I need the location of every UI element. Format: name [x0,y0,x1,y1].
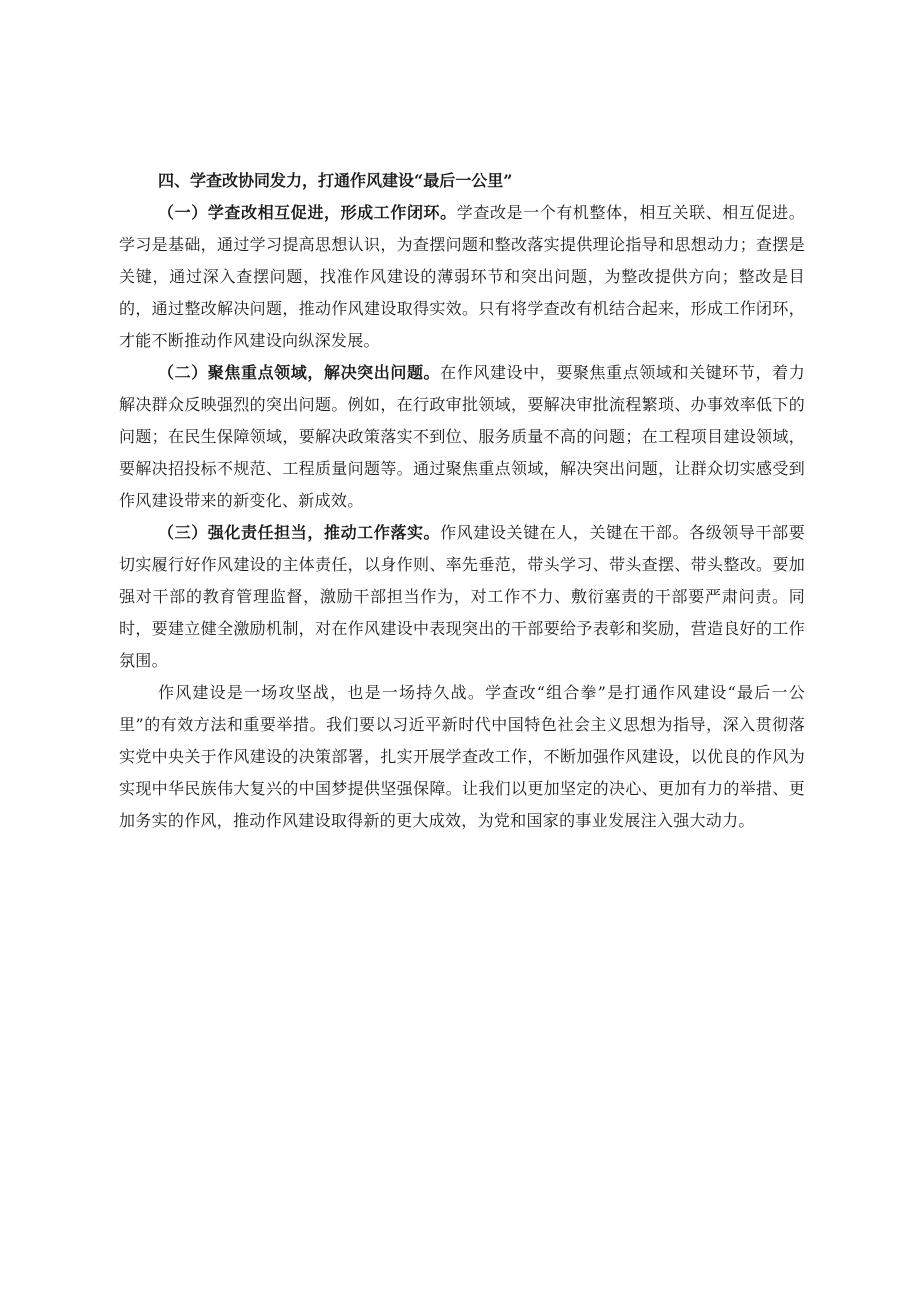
paragraph-3-text: 作风建设关键在人，关键在干部。各级领导干部要切实履行好作风建设的主体责任，以身作则、率先垂范，带头学习、带头查摆、带头整改。要加强对干部的教育管理监督，激励干部担当作为，对工作不力、敷衍塞责的干部要严肃问责。同时，要建立健全激励机制，对在作风建设中表现突出的干部要给予表彰和奖励，营造良好的工作氛围。 [119,523,805,670]
document-body [119,165,805,837]
paragraph-3 [119,517,805,677]
paragraph-1-lead: （一）学查改相互促进，形成工作闭环。 [158,203,457,222]
section-heading: 四、学查改协同发力，打通作风建设“最后一公里” [158,171,513,190]
paragraph-2-text: 在作风建设中，要聚焦重点领域和关键环节，着力解决群众反映强烈的突出问题。例如，在行政审批领域，要解决审批流程繁琐、办事效率低下的问题；在民生保障领域，要解决政策落实不到位、服务质量不高的问题；在工程项目建设领域，要解决招投标不规范、工程质量问题等。通过聚焦重点领域，解决突出问题，让群众切实感受到作风建设带来的新变化、新成效。 [119,363,805,510]
paragraph-2 [119,357,805,517]
paragraph-1-text: 学查改是一个有机整体，相互关联、相互促进。学习是基础，通过学习提高思想认识，为查摆问题和整改落实提供理论指导和思想动力；查摆是关键，通过深入查摆问题，找准作风建设的薄弱环节和突出问题，为整改提供方向；整改是目的，通过整改解决问题，推动作风建设取得实效。只有将学查改有机结合起来，形成工作闭环，才能不断推动作风建设向纵深发展。 [119,203,805,350]
paragraph-3-lead: （三）强化责任担当，推动工作落实。 [158,523,441,542]
paragraph-2-lead: （二）聚焦重点领域，解决突出问题。 [158,363,441,382]
paragraph-4 [119,677,805,837]
paragraph-4-text: 作风建设是一场攻坚战，也是一场持久战。学查改“组合拳”是打通作风建设“最后一公里”的有效方法和重要举措。我们要以习近平新时代中国特色社会主义思想为指导，深入贯彻落实党中央关于作风建设的决策部署，扎实开展学查改工作，不断加强作风建设，以优良的作风为实现中华民族伟大复兴的中国梦提供坚强保障。让我们以更加坚定的决心、更加有力的举措、更加务实的作风，推动作风建设取得新的更大成效，为党和国家的事业发展注入强大动力。 [119,683,805,830]
paragraph-1 [119,197,805,357]
